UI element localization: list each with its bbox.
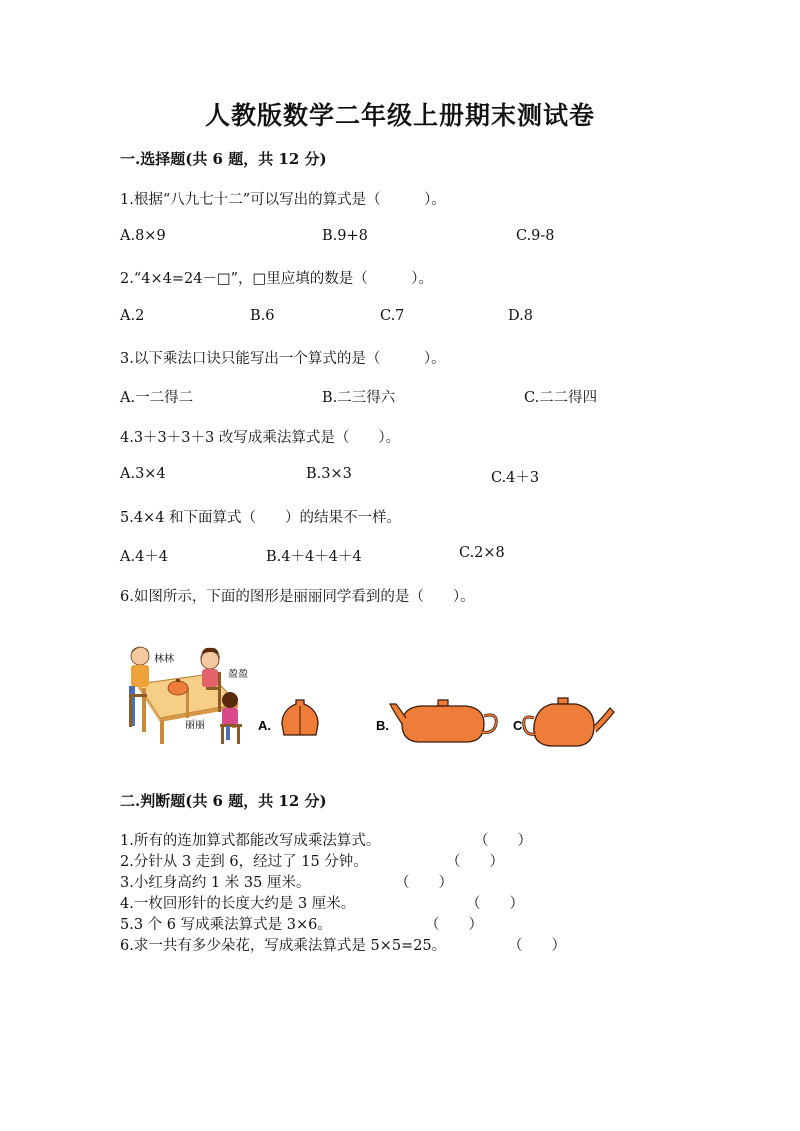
label-linlin: 林林 xyxy=(154,654,174,665)
option-4c: C.4＋3 xyxy=(491,470,540,486)
judge-item-2: 2.分针从 3 走到 6，经过了 15 分钟。 xyxy=(120,854,368,870)
judge-item-1: 1.所有的连加算式都能改写成乘法算式。 xyxy=(120,833,381,849)
question-2: 2.“4×4=24－□”，□里应填的数是（ ）。 xyxy=(120,271,434,287)
teapot-side-view-c-icon xyxy=(524,698,614,746)
figure-label-c: C. xyxy=(513,718,526,733)
option-1a: A.8×9 xyxy=(120,228,166,244)
judge-blank-2[interactable]: （ ） xyxy=(446,854,504,870)
judge-blank-3[interactable]: （ ） xyxy=(395,875,453,891)
question-4: 4.3＋3＋3＋3 改写成乘法算式是（ ）。 xyxy=(120,430,401,446)
figure-label-b: B. xyxy=(376,718,389,733)
label-yingying: 盈盈 xyxy=(228,669,248,680)
judge-blank-6[interactable]: （ ） xyxy=(508,938,566,954)
option-2d: D.8 xyxy=(508,308,533,324)
question-1: 1.根据“八九七十二”可以写出的算式是（ ）。 xyxy=(120,192,446,208)
section-heading-judge: 二.判断题(共 6 题，共 12 分) xyxy=(120,792,327,810)
option-3c: C.二二得四 xyxy=(524,390,598,406)
child-lili-illustration xyxy=(220,692,242,744)
scene-illustration xyxy=(120,632,620,752)
judge-item-3: 3.小红身高约 1 米 35 厘米。 xyxy=(120,875,311,891)
option-1c: C.9-8 xyxy=(516,228,555,244)
option-4b: B.3×3 xyxy=(306,466,352,482)
judge-item-4: 4.一枚回形针的长度大约是 3 厘米。 xyxy=(120,896,356,912)
teapot-front-view-icon xyxy=(282,700,318,735)
teapot-side-view-b-icon xyxy=(390,700,496,742)
option-5b: B.4＋4＋4＋4 xyxy=(266,549,362,565)
option-5a: A.4＋4 xyxy=(120,549,169,565)
option-3a: A.一二得二 xyxy=(120,390,194,406)
page-title: 人教版数学二年级上册期末测试卷 xyxy=(204,101,595,130)
label-lili: 丽丽 xyxy=(185,720,205,731)
question-6: 6.如图所示，下面的图形是丽丽同学看到的是（ ）。 xyxy=(120,589,475,605)
figure-label-a: A. xyxy=(258,718,271,733)
option-2a: A.2 xyxy=(120,308,145,324)
section-heading-choice: 一.选择题(共 6 题，共 12 分) xyxy=(120,150,327,168)
judge-item-5: 5.3 个 6 写成乘法算式是 3×6。 xyxy=(120,917,332,933)
option-1b: B.9+8 xyxy=(322,228,368,244)
judge-blank-5[interactable]: （ ） xyxy=(425,917,483,933)
judge-blank-4[interactable]: （ ） xyxy=(466,896,524,912)
question-3: 3.以下乘法口诀只能写出一个算式的是（ ）。 xyxy=(120,351,446,367)
option-2c: C.7 xyxy=(380,308,405,324)
question-6-figure xyxy=(120,632,620,752)
option-5c: C.2×8 xyxy=(459,545,505,561)
judge-blank-1[interactable]: （ ） xyxy=(474,833,532,849)
question-5: 5.4×4 和下面算式（ ）的结果不一样。 xyxy=(120,510,402,526)
option-3b: B.二三得六 xyxy=(322,390,396,406)
option-2b: B.6 xyxy=(250,308,275,324)
option-4a: A.3×4 xyxy=(120,466,166,482)
judge-item-6: 6.求一共有多少朵花，写成乘法算式是 5×5=25。 xyxy=(120,938,447,954)
